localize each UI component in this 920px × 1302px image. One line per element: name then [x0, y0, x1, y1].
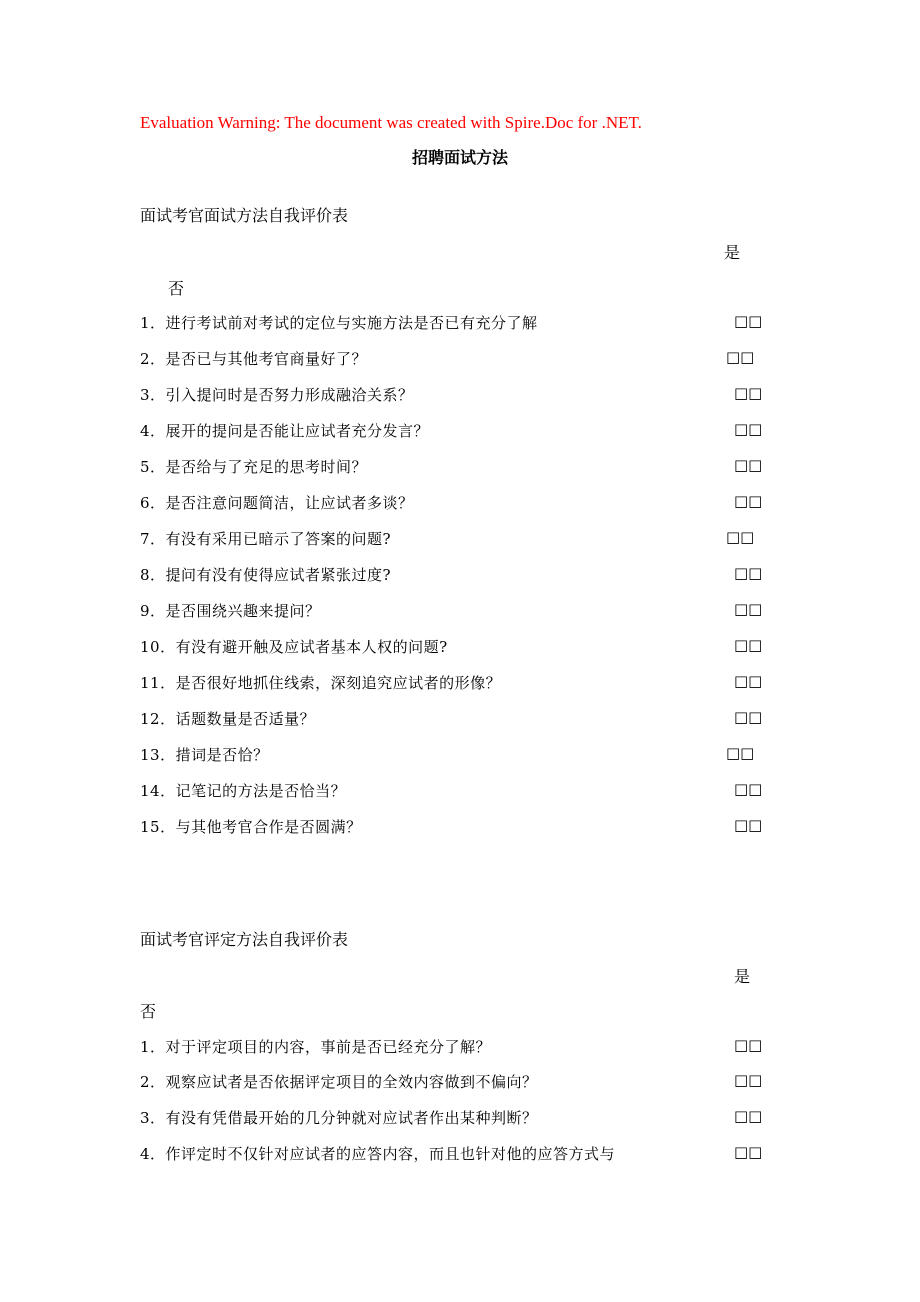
question-text: 3．有没有凭借最开始的几分钟就对应试者作出某种判断？ [140, 1109, 538, 1127]
yes-no-checkboxes[interactable]: □□ [734, 816, 763, 834]
section1-yes-label: 是 [724, 243, 741, 262]
question-text: 2．是否已与其他考官商量好了？ [140, 350, 368, 368]
question-text: 15．与其他考官合作是否圆满？ [140, 818, 362, 836]
question-text: 12．话题数量是否适量？ [140, 710, 316, 728]
question-text: 13．措词是否恰？ [140, 746, 269, 764]
question-text: 4．展开的提问是否能让应试者充分发言？ [140, 422, 430, 440]
question-text: 3．引入提问时是否努力形成融洽关系？ [140, 386, 414, 404]
yes-no-checkboxes[interactable]: □□ [734, 672, 763, 690]
question-text: 2．观察应试者是否依据评定项目的全效内容做到不偏向？ [140, 1073, 538, 1091]
section2-yes-label: 是 [734, 967, 751, 986]
section1-heading: 面试考官面试方法自我评价表 [140, 206, 349, 225]
yes-no-checkboxes[interactable]: □□ [726, 528, 755, 546]
yes-no-checkboxes[interactable]: □□ [734, 708, 763, 726]
yes-no-checkboxes[interactable]: □□ [734, 312, 763, 330]
question-text: 4．作评定时不仅针对应试者的应答内容，而且也针对他的应答方式与 [140, 1145, 616, 1163]
question-text: 9．是否围绕兴趣来提问？ [140, 602, 321, 620]
yes-no-checkboxes[interactable]: □□ [734, 780, 763, 798]
yes-no-checkboxes[interactable]: □□ [726, 348, 755, 366]
question-text: 1．进行考试前对考试的定位与实施方法是否已有充分了解 [140, 314, 538, 332]
yes-no-checkboxes[interactable]: □□ [734, 1107, 763, 1125]
question-text: 8．提问有没有使得应试者紧张过度? [140, 566, 392, 584]
evaluation-warning: Evaluation Warning: The document was created with Spire.Doc for .NET. [140, 113, 642, 132]
question-text: 10．有没有避开触及应试者基本人权的问题? [140, 638, 448, 656]
question-text: 7．有没有采用已暗示了答案的问题? [140, 530, 392, 548]
question-text: 14．记笔记的方法是否恰当？ [140, 782, 347, 800]
question-text: 5．是否给与了充足的思考时间？ [140, 458, 368, 476]
question-text: 6．是否注意问题简洁，让应试者多谈？ [140, 494, 414, 512]
section2-heading: 面试考官评定方法自我评价表 [140, 930, 349, 949]
section2-no-label: 否 [140, 1002, 157, 1021]
question-text: 1．对于评定项目的内容，事前是否已经充分了解？ [140, 1038, 492, 1056]
yes-no-checkboxes[interactable]: □□ [734, 564, 763, 582]
yes-no-checkboxes[interactable]: □□ [734, 456, 763, 474]
document-title: 招聘面试方法 [411, 148, 508, 167]
yes-no-checkboxes[interactable]: □□ [734, 384, 763, 402]
yes-no-checkboxes[interactable]: □□ [734, 1143, 763, 1161]
yes-no-checkboxes[interactable]: □□ [734, 1036, 763, 1054]
yes-no-checkboxes[interactable]: □□ [734, 420, 763, 438]
yes-no-checkboxes[interactable]: □□ [726, 744, 755, 762]
yes-no-checkboxes[interactable]: □□ [734, 636, 763, 654]
yes-no-checkboxes[interactable]: □□ [734, 1071, 763, 1089]
question-text: 11．是否很好地抓住线索，深刻追究应试者的形像？ [140, 674, 502, 692]
yes-no-checkboxes[interactable]: □□ [734, 492, 763, 510]
yes-no-checkboxes[interactable]: □□ [734, 600, 763, 618]
section1-no-label: 否 [168, 279, 185, 298]
